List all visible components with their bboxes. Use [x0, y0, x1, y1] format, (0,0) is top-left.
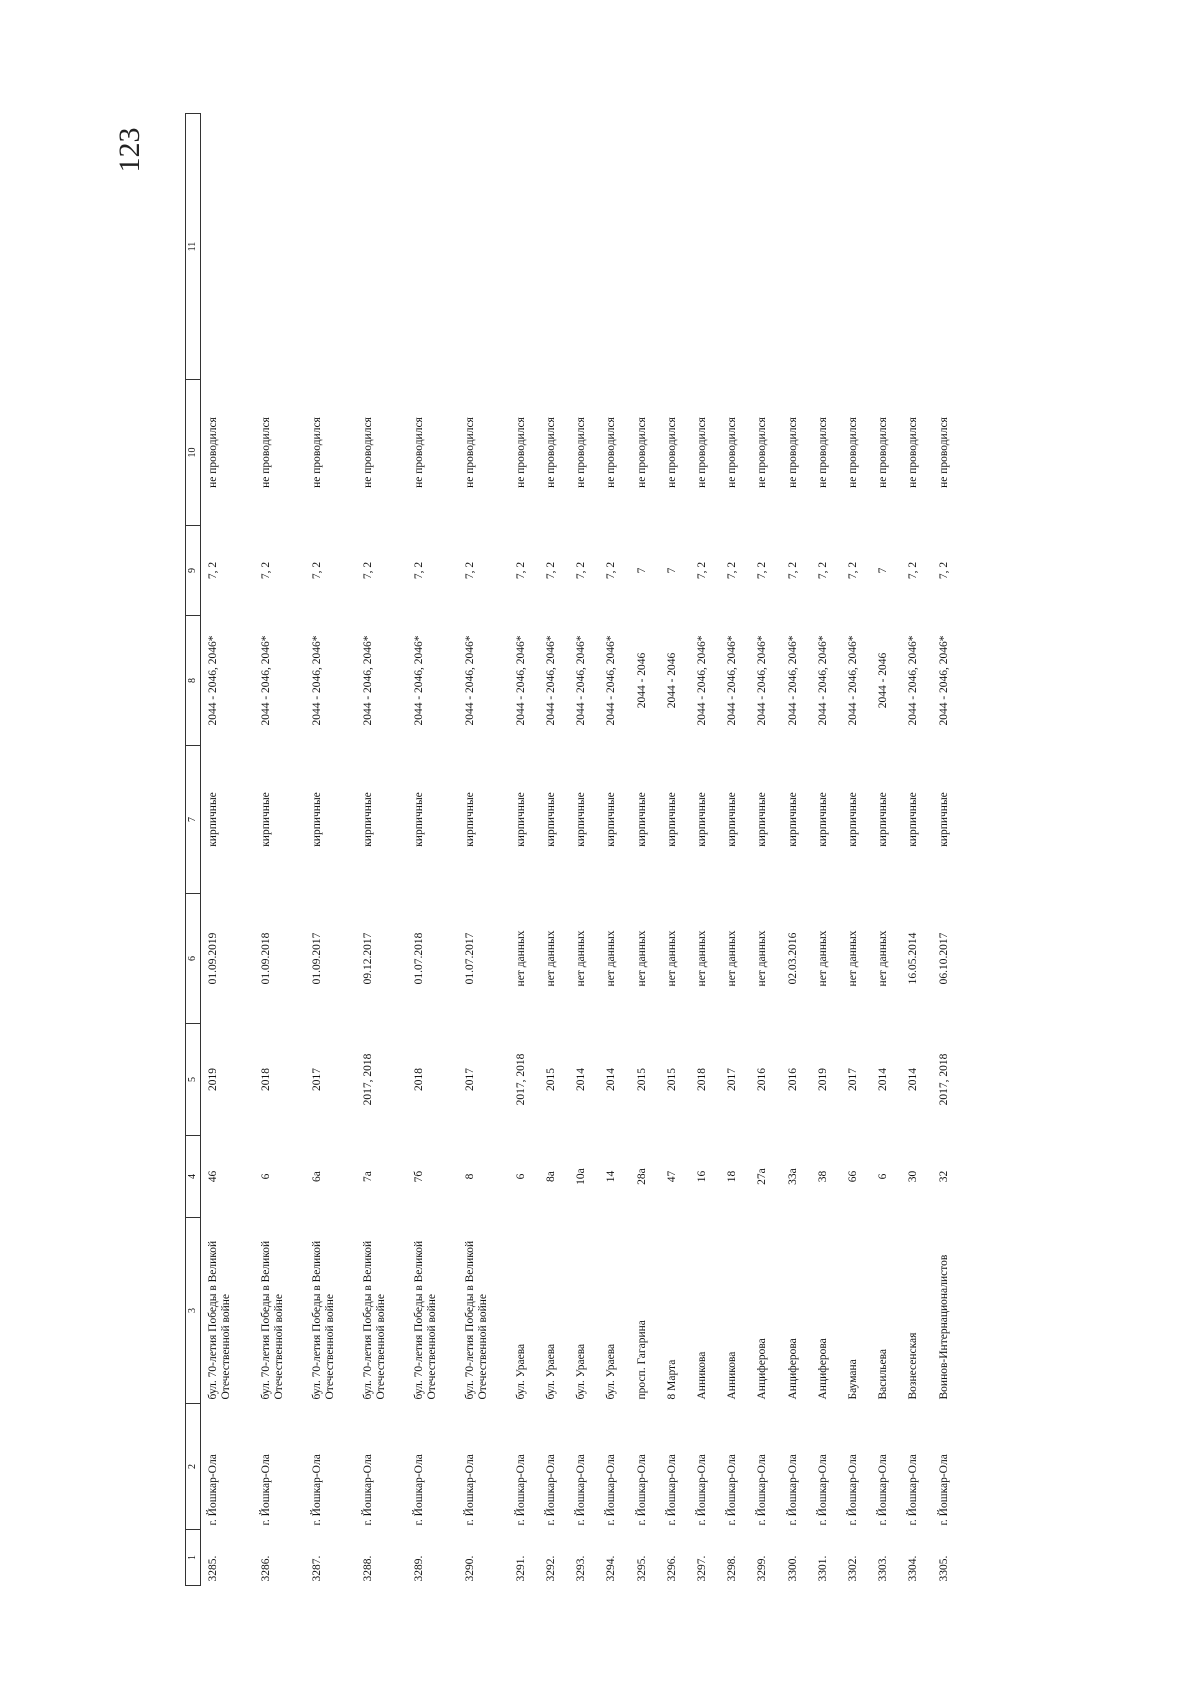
table-cell-col-4: 6 [877, 1173, 890, 1180]
table-cell-col-6: 01.09.2018 [259, 932, 272, 985]
column-header-5: 5 [186, 1024, 201, 1136]
table-cell-col-5: 2015 [665, 1068, 678, 1091]
table-cell-col-6: нет данных [665, 930, 678, 987]
table-cell-col-2: г. Йошкар-Ола [937, 1454, 950, 1526]
table-cell-col-9: 7, 2 [756, 561, 769, 580]
table-cell-col-1: 3290. [463, 1555, 476, 1582]
table-row [753, 114, 783, 1586]
table-cell-col-6: 09.12.2017 [361, 932, 374, 985]
table-cell-col-11 [257, 114, 308, 380]
table-cell-col-6: нет данных [756, 930, 769, 987]
table-cell-col-10: не проводился [412, 417, 425, 488]
table-cell-col-11 [663, 114, 693, 380]
table-cell-col-11 [461, 114, 512, 380]
table-cell-col-2: г. Йошкар-Ола [726, 1454, 739, 1526]
table-cell-col-3: бул. Ураева [605, 1343, 618, 1400]
table-cell-col-4: 32 [937, 1170, 950, 1183]
table-cell-col-5: 2018 [696, 1068, 709, 1091]
table-row [784, 114, 814, 1586]
table-cell-col-8: 2044 - 2046 [665, 652, 678, 709]
table-cell-col-6: 01.07.2017 [463, 932, 476, 985]
table-cell-col-2: г. Йошкар-Ола [665, 1454, 678, 1526]
table-cell-col-10: не проводился [756, 417, 769, 488]
table-cell-col-1: 3298. [726, 1555, 739, 1582]
table-cell-col-11 [542, 114, 572, 380]
table-cell-col-10: не проводился [847, 417, 860, 488]
table-cell-col-8: 2044 - 2046, 2046* [575, 635, 588, 726]
table-cell-col-6: 01.07.2018 [412, 932, 425, 985]
table-cell-col-4: 47 [665, 1170, 678, 1183]
table-cell-col-3: бул. Ураева [545, 1343, 558, 1400]
column-header-3: 3 [186, 1218, 201, 1404]
table-cell-col-11 [935, 114, 965, 380]
table-cell-col-6: нет данных [605, 930, 618, 987]
table-cell-col-10: не проводился [635, 417, 648, 488]
table-cell-col-8: 2044 - 2046 [877, 652, 890, 709]
table-row [461, 114, 512, 1586]
table-cell-col-11 [784, 114, 814, 380]
table-cell-col-3: Анникова [696, 1351, 709, 1400]
table-cell-col-7: кирпичные [514, 792, 527, 847]
table-cell-col-8: 2044 - 2046, 2046* [786, 635, 799, 726]
table-cell-col-7: кирпичные [726, 792, 739, 847]
table-cell-col-2: г. Йошкар-Ола [847, 1454, 860, 1526]
table-cell-col-1: 3291. [514, 1555, 527, 1582]
table-cell-col-4: 27а [756, 1168, 769, 1185]
table-row [844, 114, 874, 1586]
table-row [633, 114, 663, 1586]
table-cell-col-6: 16.05.2014 [907, 932, 920, 985]
table-cell-col-2: г. Йошкар-Ола [259, 1454, 272, 1526]
table-cell-col-10: не проводился [575, 417, 588, 488]
column-header-11: 11 [186, 114, 201, 380]
table-cell-col-9: 7, 2 [726, 561, 739, 580]
table-cell-col-1: 3288. [361, 1555, 374, 1582]
table-cell-col-2: г. Йошкар-Ола [786, 1454, 799, 1526]
table-cell-col-11 [874, 114, 904, 380]
table-cell-col-8: 2044 - 2046, 2046* [937, 635, 950, 726]
table-cell-col-2: г. Йошкар-Ола [605, 1454, 618, 1526]
table-cell-col-3: бул. 70-летия Победы в Великой Отечественной войне [207, 1240, 233, 1400]
table-cell-col-4: 14 [605, 1170, 618, 1183]
page-number: 123 [113, 127, 146, 173]
table-cell-col-5: 2015 [635, 1068, 648, 1091]
table-cell-col-7: кирпичные [756, 792, 769, 847]
table-cell-col-4: 7а [361, 1171, 374, 1182]
table-cell-col-3: бул. 70-летия Победы в Великой Отечественной войне [412, 1240, 439, 1400]
table-cell-col-2: г. Йошкар-Ола [361, 1454, 374, 1526]
table-cell-col-2: г. Йошкар-Ола [696, 1454, 709, 1526]
table-cell-col-10: не проводился [207, 417, 219, 488]
table-cell-col-8: 2044 - 2046, 2046* [310, 635, 323, 726]
table-cell-col-7: кирпичные [907, 792, 920, 847]
table-cell-col-9: 7 [877, 567, 890, 574]
table-cell-col-3: просп. Гагарина [635, 1320, 648, 1400]
table-cell-col-7: кирпичные [847, 792, 860, 847]
table-cell-col-11 [633, 114, 663, 380]
table-cell-col-11 [693, 114, 723, 380]
table-cell-col-5: 2014 [877, 1068, 890, 1091]
table-cell-col-9: 7, 2 [207, 561, 219, 580]
table-cell-col-9: 7, 2 [412, 561, 425, 580]
table-cell-col-6: нет данных [696, 930, 709, 987]
table-body [201, 114, 966, 1586]
table-cell-col-4: 7б [412, 1170, 425, 1183]
table-cell-col-6: 01.09.2017 [310, 932, 323, 985]
table-cell-col-11 [201, 114, 257, 380]
table-row [693, 114, 723, 1586]
table-cell-col-7: кирпичные [575, 792, 588, 847]
table-cell-col-9: 7, 2 [816, 561, 829, 580]
table-cell-col-11 [572, 114, 602, 380]
table-cell-col-5: 2016 [756, 1068, 769, 1091]
table-cell-col-1: 3302. [847, 1555, 860, 1582]
table-cell-col-9: 7, 2 [696, 561, 709, 580]
table-cell-col-1: 3299. [756, 1555, 769, 1582]
table-cell-col-5: 2014 [907, 1068, 920, 1091]
table-cell-col-5: 2014 [575, 1068, 588, 1091]
column-header-9: 9 [186, 526, 201, 616]
column-header-10: 10 [186, 380, 201, 526]
table-cell-col-8: 2044 - 2046, 2046* [412, 635, 425, 726]
table-cell-col-2: г. Йошкар-Ола [412, 1454, 425, 1526]
table-cell-col-10: не проводился [463, 417, 476, 488]
table-cell-col-5: 2019 [207, 1068, 219, 1091]
table-cell-col-2: г. Йошкар-Ола [907, 1454, 920, 1526]
table-cell-col-10: не проводился [726, 417, 739, 488]
table-cell-col-3: Васильева [877, 1348, 890, 1400]
table-cell-col-6: нет данных [575, 930, 588, 987]
table-cell-col-11 [359, 114, 410, 380]
table-cell-col-4: 16 [696, 1170, 709, 1183]
table-cell-col-11 [814, 114, 844, 380]
table-cell-col-2: г. Йошкар-Ола [877, 1454, 890, 1526]
table-cell-col-10: не проводился [310, 417, 323, 488]
table-cell-col-1: 3285. [207, 1555, 219, 1582]
table-cell-col-11 [753, 114, 783, 380]
table-row [410, 114, 461, 1586]
table-cell-col-1: 3296. [665, 1555, 678, 1582]
table-cell-col-11 [904, 114, 934, 380]
table-cell-col-3: бул. Ураева [575, 1343, 588, 1400]
table-cell-col-1: 3292. [545, 1555, 558, 1582]
table-cell-col-1: 3286. [259, 1555, 272, 1582]
table-cell-col-8: 2044 - 2046, 2046* [207, 635, 219, 726]
table-cell-col-9: 7 [665, 567, 678, 574]
table-cell-col-8: 2044 - 2046, 2046* [545, 635, 558, 726]
table-cell-col-8: 2044 - 2046, 2046* [907, 635, 920, 726]
table-cell-col-7: кирпичные [361, 792, 374, 847]
table-cell-col-8: 2044 - 2046, 2046* [756, 635, 769, 726]
table-cell-col-8: 2044 - 2046, 2046* [816, 635, 829, 726]
table-cell-col-7: кирпичные [605, 792, 618, 847]
table-cell-col-10: не проводился [605, 417, 618, 488]
table-cell-col-3: Анциферова [816, 1338, 829, 1400]
table-cell-col-11 [602, 114, 632, 380]
table-cell-col-9: 7, 2 [310, 561, 323, 580]
table-cell-col-10: не проводился [259, 417, 272, 488]
table-cell-col-9: 7, 2 [259, 561, 272, 580]
table-row [602, 114, 632, 1586]
table-cell-col-3: бул. 70-летия Победы в Великой Отечественной войне [463, 1240, 490, 1400]
table-cell-col-4: 8 [463, 1173, 476, 1180]
table-cell-col-10: не проводился [361, 417, 374, 488]
table-cell-col-2: г. Йошкар-Ола [207, 1454, 219, 1526]
table-header-row [186, 114, 201, 1586]
table-cell-col-10: не проводился [545, 417, 558, 488]
table-cell-col-6: 02.03.2016 [786, 932, 799, 985]
table-cell-col-1: 3300. [786, 1555, 799, 1582]
table-cell-col-4: 33а [786, 1168, 799, 1185]
table-cell-col-9: 7 [635, 567, 648, 574]
table-cell-col-4: 6 [259, 1173, 272, 1180]
table-cell-col-6: нет данных [635, 930, 648, 987]
table-row [359, 114, 410, 1586]
table-cell-col-9: 7, 2 [605, 561, 618, 580]
table-cell-col-7: кирпичные [877, 792, 890, 847]
column-header-8: 8 [186, 616, 201, 746]
table-cell-col-6: 01.09.2019 [207, 932, 219, 985]
table-cell-col-3: Воинов-Интернационалистов [937, 1254, 950, 1400]
table-cell-col-11 [844, 114, 874, 380]
table-cell-col-1: 3304. [907, 1555, 920, 1582]
table-cell-col-1: 3305. [937, 1555, 950, 1582]
table-cell-col-5: 2015 [545, 1068, 558, 1091]
table-row [663, 114, 693, 1586]
table-cell-col-6: нет данных [877, 930, 890, 987]
table-cell-col-11 [512, 114, 542, 380]
table-cell-col-9: 7, 2 [937, 561, 950, 580]
table-cell-col-3: Анникова [726, 1351, 739, 1400]
table-row [512, 114, 542, 1586]
column-header-4: 4 [186, 1136, 201, 1218]
table-cell-col-7: кирпичные [463, 792, 476, 847]
table-cell-col-7: кирпичные [310, 792, 323, 847]
table-cell-col-10: не проводился [514, 417, 527, 488]
register-table [185, 113, 965, 1586]
table-cell-col-5: 2019 [816, 1068, 829, 1091]
table-cell-col-2: г. Йошкар-Ола [816, 1454, 829, 1526]
table-cell-col-7: кирпичные [937, 792, 950, 847]
table-row [257, 114, 308, 1586]
table-cell-col-3: Анциферова [786, 1338, 799, 1400]
table-cell-col-3: Вознесенская [907, 1332, 920, 1400]
table-cell-col-7: кирпичные [816, 792, 829, 847]
table-row [201, 114, 257, 1586]
table-cell-col-1: 3301. [816, 1555, 829, 1582]
table-cell-col-9: 7, 2 [907, 561, 920, 580]
table-row [572, 114, 602, 1586]
table-cell-col-3: бул. 70-летия Победы в Великой Отечественной войне [310, 1240, 337, 1400]
table-cell-col-10: не проводился [696, 417, 709, 488]
table-cell-col-10: не проводился [937, 417, 950, 488]
table-cell-col-5: 2017 [463, 1068, 476, 1091]
table-cell-col-2: г. Йошкар-Ола [545, 1454, 558, 1526]
table-cell-col-7: кирпичные [259, 792, 272, 847]
table-cell-col-11 [308, 114, 359, 380]
table-cell-col-5: 2017 [847, 1068, 860, 1091]
table-cell-col-9: 7, 2 [463, 561, 476, 580]
table-cell-col-9: 7, 2 [514, 561, 527, 580]
table-cell-col-8: 2044 - 2046, 2046* [726, 635, 739, 726]
table-cell-col-2: г. Йошкар-Ола [756, 1454, 769, 1526]
table-cell-col-5: 2017, 2018 [361, 1053, 374, 1106]
table-cell-col-3: бул. Ураева [514, 1343, 527, 1400]
table-cell-col-9: 7, 2 [786, 561, 799, 580]
table-cell-col-7: кирпичные [412, 792, 425, 847]
table-cell-col-8: 2044 - 2046, 2046* [259, 635, 272, 726]
table-row [874, 114, 904, 1586]
table-cell-col-4: 46 [207, 1170, 219, 1183]
table-cell-col-8: 2044 - 2046 [635, 652, 648, 709]
table-cell-col-9: 7, 2 [545, 561, 558, 580]
table-cell-col-4: 8а [545, 1171, 558, 1182]
table-cell-col-9: 7, 2 [847, 561, 860, 580]
table-cell-col-5: 2017, 2018 [937, 1053, 950, 1106]
table-cell-col-3: Баумана [847, 1359, 860, 1400]
table-cell-col-1: 3303. [877, 1555, 890, 1582]
table-cell-col-9: 7, 2 [361, 561, 374, 580]
table-cell-col-8: 2044 - 2046, 2046* [361, 635, 374, 726]
table-cell-col-5: 2018 [259, 1068, 272, 1091]
table-row [904, 114, 934, 1586]
table-cell-col-2: г. Йошкар-Ола [514, 1454, 527, 1526]
table-cell-col-7: кирпичные [207, 792, 219, 847]
table-cell-col-11 [723, 114, 753, 380]
table-cell-col-3: Анциферова [756, 1338, 769, 1400]
column-header-1: 1 [186, 1530, 201, 1586]
table-cell-col-7: кирпичные [786, 792, 799, 847]
table-cell-col-4: 6а [310, 1171, 323, 1182]
table-row [814, 114, 844, 1586]
table-cell-col-6: нет данных [816, 930, 829, 987]
table-cell-col-3: бул. 70-летия Победы в Великой Отечественной войне [259, 1240, 286, 1400]
table-cell-col-7: кирпичные [545, 792, 558, 847]
table-cell-col-7: кирпичные [665, 792, 678, 847]
table-cell-col-8: 2044 - 2046, 2046* [605, 635, 618, 726]
table-cell-col-4: 6 [514, 1173, 527, 1180]
table-cell-col-5: 2017 [310, 1068, 323, 1091]
table-cell-col-3: бул. 70-летия Победы в Великой Отечественной войне [361, 1240, 388, 1400]
table-cell-col-1: 3289. [412, 1555, 425, 1582]
table-cell-col-2: г. Йошкар-Ола [635, 1454, 648, 1526]
table-cell-col-10: не проводился [907, 417, 920, 488]
column-header-2: 2 [186, 1404, 201, 1530]
table-cell-col-2: г. Йошкар-Ола [575, 1454, 588, 1526]
table-cell-col-8: 2044 - 2046, 2046* [696, 635, 709, 726]
table-cell-col-7: кирпичные [696, 792, 709, 847]
table-cell-col-1: 3297. [696, 1555, 709, 1582]
table-row [542, 114, 572, 1586]
table-cell-col-4: 10а [575, 1168, 588, 1185]
table-cell-col-2: г. Йошкар-Ола [463, 1454, 476, 1526]
table-cell-col-6: 06.10.2017 [937, 932, 950, 985]
table-cell-col-5: 2018 [412, 1068, 425, 1091]
table-cell-col-2: г. Йошкар-Ола [310, 1454, 323, 1526]
column-header-7: 7 [186, 746, 201, 894]
table-row [935, 114, 965, 1586]
table-cell-col-1: 3287. [310, 1555, 323, 1582]
table-cell-col-5: 2017, 2018 [514, 1053, 527, 1106]
table-cell-col-6: нет данных [545, 930, 558, 987]
table-row [723, 114, 753, 1586]
table-cell-col-1: 3294. [605, 1555, 618, 1582]
table-cell-col-3: 8 Марта [665, 1359, 678, 1400]
table-cell-col-11 [410, 114, 461, 380]
table-cell-col-8: 2044 - 2046, 2046* [514, 635, 527, 726]
table-cell-col-5: 2014 [605, 1068, 618, 1091]
column-header-6: 6 [186, 894, 201, 1024]
table-cell-col-5: 2016 [786, 1068, 799, 1091]
table-cell-col-4: 28а [635, 1168, 648, 1185]
table-cell-col-7: кирпичные [635, 792, 648, 847]
table-cell-col-10: не проводился [816, 417, 829, 488]
table-cell-col-6: нет данных [847, 930, 860, 987]
table-cell-col-4: 66 [847, 1170, 860, 1183]
table-cell-col-10: не проводился [877, 417, 890, 488]
table-cell-col-6: нет данных [514, 930, 527, 987]
table-cell-col-4: 38 [816, 1170, 829, 1183]
register-table-container [185, 114, 965, 1586]
table-cell-col-4: 18 [726, 1170, 739, 1183]
table-cell-col-8: 2044 - 2046, 2046* [463, 635, 476, 726]
table-cell-col-1: 3293. [575, 1555, 588, 1582]
table-cell-col-8: 2044 - 2046, 2046* [847, 635, 860, 726]
table-cell-col-4: 30 [907, 1170, 920, 1183]
table-cell-col-6: нет данных [726, 930, 739, 987]
table-cell-col-10: не проводился [786, 417, 799, 488]
table-cell-col-10: не проводился [665, 417, 678, 488]
table-cell-col-1: 3295. [635, 1555, 648, 1582]
table-cell-col-9: 7, 2 [575, 561, 588, 580]
table-cell-col-5: 2017 [726, 1068, 739, 1091]
table-row [308, 114, 359, 1586]
